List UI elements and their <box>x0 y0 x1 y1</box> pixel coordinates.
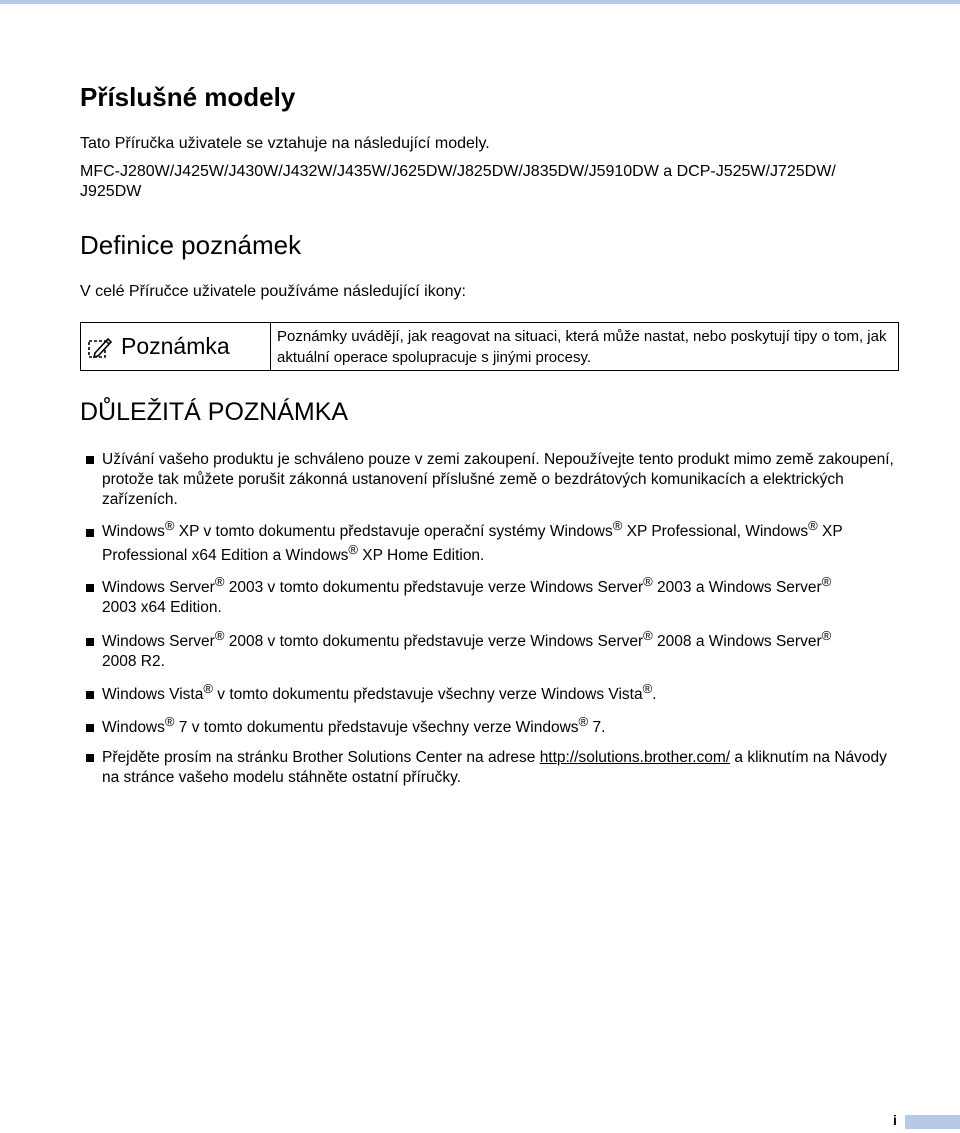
model-list: MFC-J280W/J425W/J430W/J432W/J435W/J625DW/J825DW/J835DW/J5910DW a DCP-J525W/J725DW/ J925DW <box>80 163 836 200</box>
list-item: Windows Server® 2003 v tomto dokumentu představuje verze Windows Server® 2003 a Windows Server® 2003 x64 Edition. <box>86 578 900 618</box>
list-item: Přejděte prosím na stránku Brother Solutions Center na adrese http://solutions.brother.com/ a kliknutím na Návody na stránce vašeho modelu stáhněte ostatní příručky. <box>86 748 900 788</box>
list-item: Windows® XP v tomto dokumentu představuje operační systémy Windows® XP Professional, Windows® XP Professional x64 Edition a Windows® XP Home Edition. <box>86 520 900 568</box>
intro-text: Tato Příručka uživatele se vztahuje na následující modely. <box>80 135 490 152</box>
list-item: Windows® 7 v tomto dokumentu představuje všechny verze Windows® 7. <box>86 718 900 738</box>
section-heading-models: Příslušné modely <box>80 82 296 112</box>
note-label-cell <box>81 323 271 370</box>
list-item: Windows Vista® v tomto dokumentu představuje všechny verze Windows Vista®. <box>86 685 900 705</box>
bullet-square-icon <box>86 584 94 592</box>
important-heading: DŮLEŽITÁ POZNÁMKA <box>80 398 349 426</box>
bullet-square-icon <box>86 691 94 699</box>
pencil-note-icon <box>87 335 113 359</box>
bullet-square-icon <box>86 754 94 762</box>
icons-intro-text: V celé Příručce uživatele používáme následující ikony: <box>80 283 466 300</box>
bullet-square-icon <box>86 724 94 732</box>
list-item: Windows Server® 2008 v tomto dokumentu představuje verze Windows Server® 2008 a Windows Server® 2008 R2. <box>86 632 900 672</box>
note-description: Poznámky uvádějí, jak reagovat na situaci, která může nastat, nebo poskytují tipy o tom, jak aktuální operace spolupracuje s jinými procesy. <box>277 328 887 366</box>
list-item: Užívání vašeho produktu je schváleno pouze v zemi zakoupení. Nepoužívejte tento produkt mimo země zakoupení, protože tak můžete porušit zákonná ustanovení příslušné země o bezdrátových komunikacích a elektrických zařízeních. <box>86 450 900 510</box>
footer-bar <box>905 1115 960 1129</box>
solutions-center-link[interactable]: http://solutions.brother.com/ <box>539 749 731 766</box>
page-number: i <box>893 1112 897 1128</box>
header-rule <box>0 0 960 4</box>
bullet-square-icon <box>86 456 94 464</box>
bullet-square-icon <box>86 529 94 537</box>
bullet-square-icon <box>86 638 94 646</box>
section-heading-notes: Definice poznámek <box>80 230 302 260</box>
note-definition-box <box>80 322 899 371</box>
note-label: Poznámka <box>121 333 230 359</box>
